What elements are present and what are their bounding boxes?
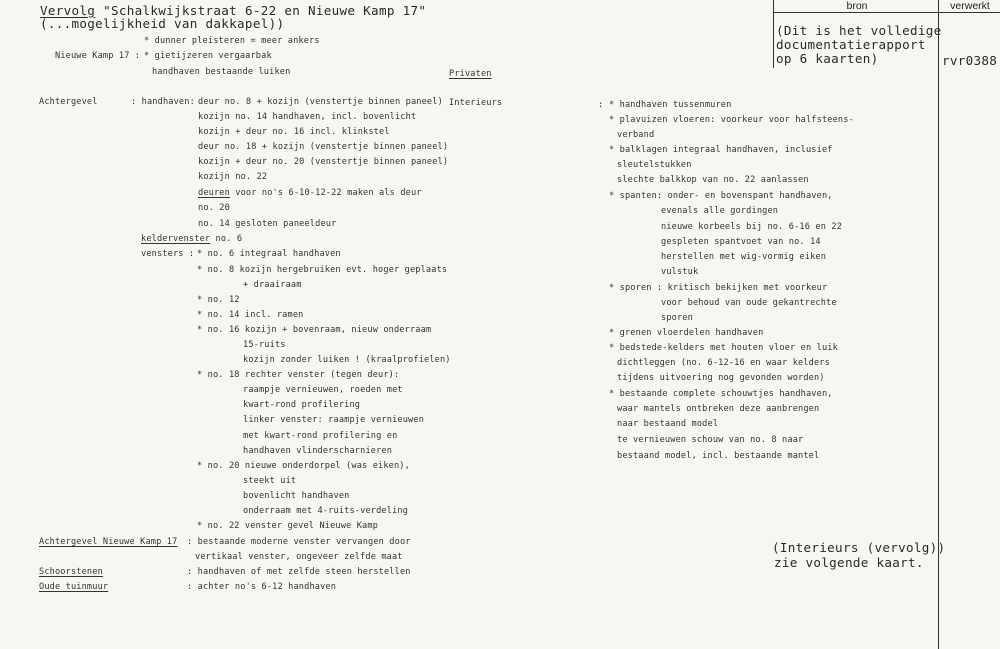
venster-line-12: linker venster: raampje vernieuwen	[243, 415, 425, 425]
achtergevel-line-4: deur no. 18 + kozijn (venstertje binnen paneel)	[198, 142, 449, 152]
achtergevel-line-5: kozijn + deur no. 20 (venstertje binnen paneel)	[198, 157, 449, 167]
deuren-no20: no. 20	[198, 203, 230, 213]
interieurs-line-17: * bedstede-kelders met houten vloer en luik	[609, 343, 838, 353]
interieurs-line-23: te vernieuwen schouw van no. 8 naar	[617, 435, 804, 445]
venster-line-3: + draairaam	[243, 280, 302, 290]
interieurs-line-15: sporen	[661, 313, 693, 323]
achtergevel-nk-label: Achtergevel Nieuwe Kamp 17	[39, 537, 178, 547]
venster-line-2: * no. 8 kozijn hergebruiken evt. hoger geplaats	[197, 265, 448, 275]
tuinmuur-label: Oude tuinmuur	[39, 582, 109, 592]
interieurs-line-22: naar bestaand model	[617, 419, 719, 429]
venster-line-11: kwart-rond profilering	[243, 400, 361, 410]
bron-note-line-3: op 6 kaarten)	[776, 51, 879, 66]
interieurs-line-9: nieuwe korbeels bij no. 6-16 en 22	[661, 222, 843, 232]
title-vervolg: Vervolg	[40, 3, 96, 18]
interieurs-line-4: * balklagen integraal handhaven, inclusief	[609, 145, 833, 155]
header-bron: bron	[846, 0, 868, 12]
interieurs-line-1: * handhaven tussenmuren	[609, 100, 732, 110]
interieurs-label: Interieurs	[449, 98, 503, 108]
intro-line-1: * dunner pleisteren = meer ankers	[144, 36, 320, 46]
nieuwe-kamp-label: Nieuwe Kamp 17 :	[55, 51, 141, 61]
vervolg-note-line-1: (Interieurs (vervolg))	[772, 540, 946, 555]
schoorstenen-text: : handhaven of met zelfde steen herstellen	[187, 567, 411, 577]
interieurs-line-16: * grenen vloerdelen handhaven	[609, 328, 764, 338]
achtergevel-line-6: kozijn no. 22	[198, 172, 268, 182]
tuinmuur-text: : achter no's 6-12 handhaven	[187, 582, 337, 592]
venster-line-19: * no. 22 venster gevel Nieuwe Kamp	[197, 521, 379, 531]
header-rule	[773, 12, 1000, 13]
venster-line-6: * no. 16 kozijn + bovenraam, nieuw onderraam	[197, 325, 432, 335]
verwerkt-code: rvr0388	[942, 53, 998, 68]
venster-line-4: * no. 12	[197, 295, 240, 305]
interieurs-line-2: * plavuizen vloeren: voorkeur voor halfsteens-	[609, 115, 854, 125]
interieurs-line-3: verband	[617, 130, 655, 140]
deuren-word: deuren	[198, 188, 230, 198]
venster-line-16: steekt uit	[243, 476, 297, 486]
vensters-label: vensters :	[141, 249, 195, 259]
achtergevel-line-2: kozijn no. 14 handhaven, incl. bovenlicht	[198, 112, 417, 122]
interieurs-line-7: * spanten: onder- en bovenspant handhaven,	[609, 191, 833, 201]
venster-line-10: raampje vernieuwen, roeden met	[243, 385, 403, 395]
intro-line-2: * gietijzeren vergaarbak	[144, 51, 272, 61]
venster-line-15: * no. 20 nieuwe onderdorpel (was eiken),	[197, 461, 410, 471]
interieurs-line-14: voor behoud van oude gekantrechte	[661, 298, 837, 308]
keldervenster-word: keldervenster	[141, 234, 211, 244]
interieurs-line-21: waar mantels ontbreken deze aanbrengen	[617, 404, 820, 414]
venster-line-9: * no. 18 rechter venster (tegen deur):	[197, 370, 400, 380]
achtergevel-label: Achtergevel	[39, 97, 98, 107]
title-line-1-rest: "Schalkwijkstraat 6-22 en Nieuwe Kamp 17"	[95, 3, 427, 18]
achtergevel-line-3: kozijn + deur no. 16 incl. klinkstel	[198, 127, 390, 137]
interieurs-line-18: dichtleggen (no. 6-12-16 en waar kelders	[617, 358, 830, 368]
venster-line-8: kozijn zonder luiken ! (kraalprofielen)	[243, 355, 451, 365]
interieurs-colon: :	[598, 100, 604, 110]
keldervenster-line	[141, 234, 242, 244]
title-line-2: (...mogelijkheid van dakkapel))	[40, 16, 285, 31]
achtergevel-line-1: deur no. 8 + kozijn (venstertje binnen paneel)	[198, 97, 443, 107]
interieurs-line-13: * sporen : kritisch bekijken met voorkeur	[609, 283, 828, 293]
bron-note-line-1: (Dit is het volledige	[776, 23, 942, 38]
bron-left-line	[773, 0, 774, 68]
achtergevel-nk-line-2: vertikaal venster, ongeveer zelfde maat	[195, 552, 403, 562]
keldervenster-rest: no. 6	[210, 234, 243, 244]
interieurs-line-19: tijdens uitvoering nog gevonden worden)	[617, 373, 825, 383]
interieurs-line-5: sleutelstukken	[617, 160, 692, 170]
interieurs-line-6: slechte balkkop van no. 22 aanlassen	[617, 175, 809, 185]
venster-line-18: onderraam met 4-ruits-verdeling	[243, 506, 409, 516]
venster-line-5: * no. 14 incl. ramen	[197, 310, 304, 320]
achtergevel-handhaven: : handhaven:	[131, 97, 195, 107]
interieurs-line-24: bestaand model, incl. bestaande mantel	[617, 451, 820, 461]
venster-line-13: met kwart-rond profilering en	[243, 431, 398, 441]
venster-line-17: bovenlicht handhaven	[243, 491, 350, 501]
venster-line-1: * no. 6 integraal handhaven	[197, 249, 341, 259]
interieurs-line-20: * bestaande complete schouwtjes handhaven,	[609, 389, 833, 399]
interieurs-line-11: herstellen met wig-vormig eiken	[661, 252, 827, 262]
interieurs-line-12: vulstuk	[661, 267, 699, 277]
deuren-rest: voor no's 6-10-12-22 maken als deur	[229, 188, 422, 198]
intro-line-3: handhaven bestaande luiken	[152, 67, 291, 77]
interieurs-line-10: gespleten spantvoet van no. 14	[661, 237, 821, 247]
privaten-heading: Privaten	[449, 69, 492, 79]
schoorstenen-label: Schoorstenen	[39, 567, 103, 577]
vervolg-note-line-2: zie volgende kaart.	[774, 555, 924, 570]
bron-note-line-2: documentatierapport	[776, 37, 926, 52]
venster-line-7: 15-ruits	[243, 340, 286, 350]
achtergevel-nk-line-1: : bestaande moderne venster vervangen door	[187, 537, 411, 547]
deuren-line	[198, 188, 422, 198]
venster-line-14: handhaven vlinderscharnieren	[243, 446, 393, 456]
deuren-no14: no. 14 gesloten paneeldeur	[198, 219, 337, 229]
interieurs-line-8: evenals alle gordingen	[661, 206, 779, 216]
header-verwerkt: verwerkt	[950, 0, 990, 12]
